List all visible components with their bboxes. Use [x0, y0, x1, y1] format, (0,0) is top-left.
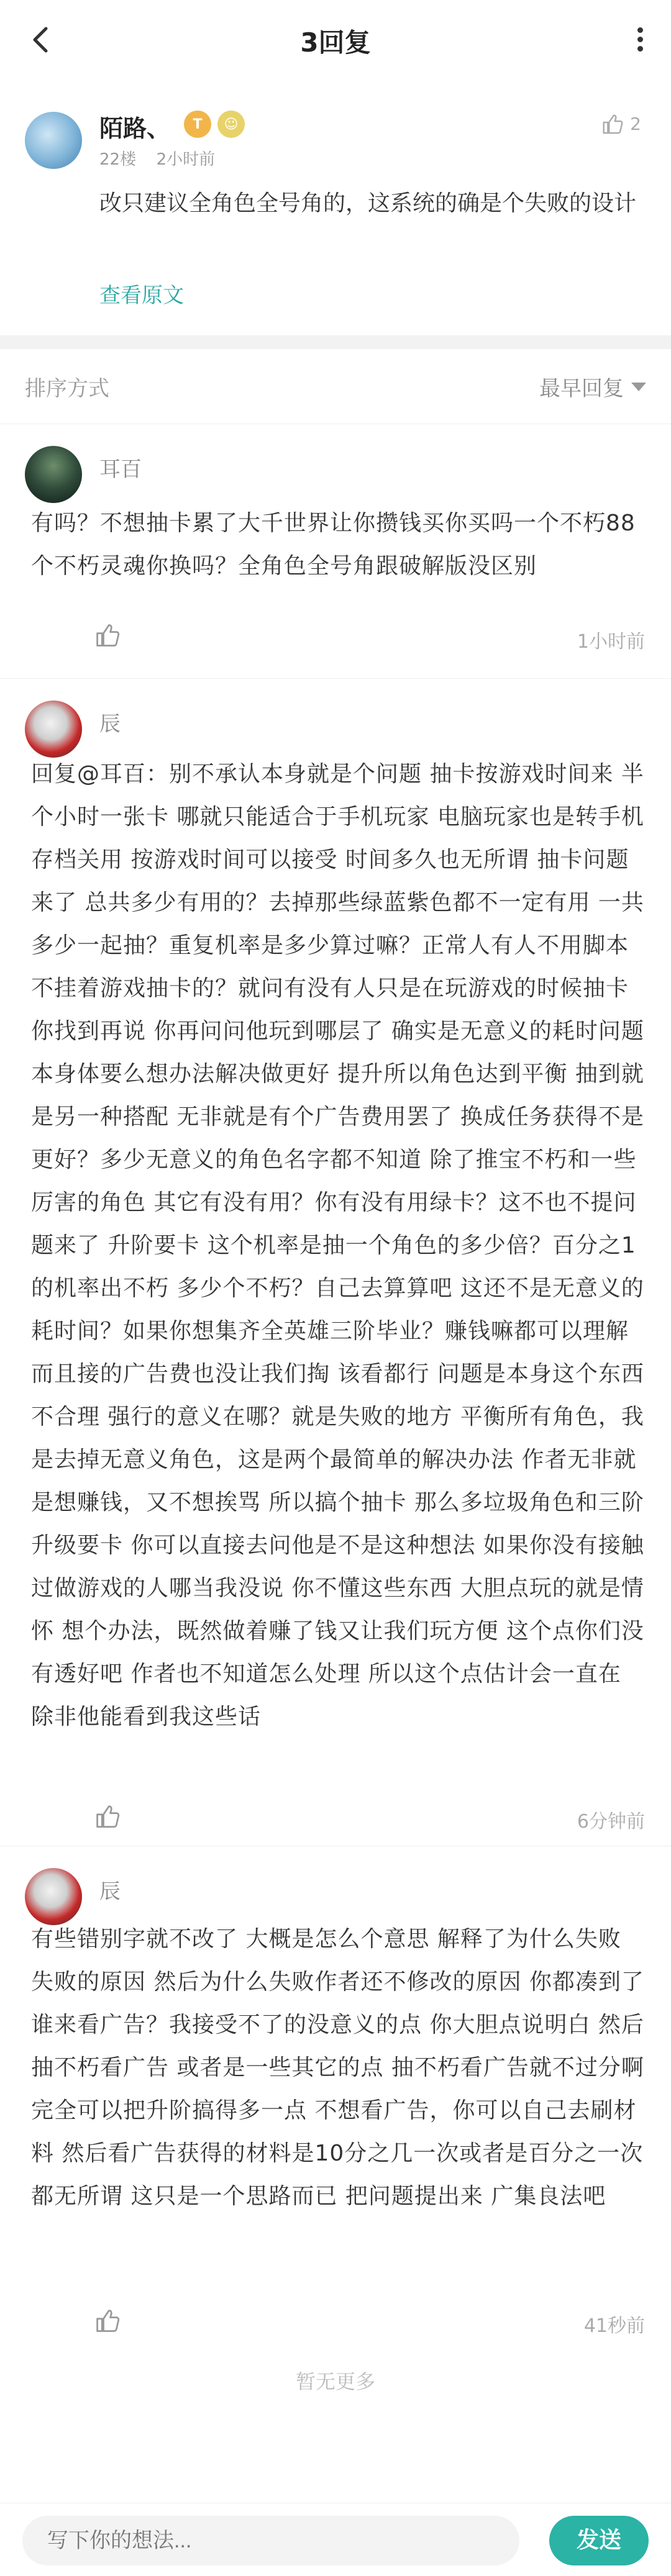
reply-username[interactable]: 耳百 [99, 457, 142, 482]
floor-number: 22楼 [99, 150, 137, 169]
thumbs-up-icon[interactable] [93, 1802, 121, 1830]
reply-item [0, 424, 671, 679]
reply-time: 1小时前 [577, 631, 645, 653]
reply-item [0, 678, 671, 1846]
page-title: 3回复 [300, 27, 371, 58]
no-more-label: 暂无更多 [295, 2370, 375, 2393]
reply-text: 有些错别字就不改了 大概是怎么个意思 解释了为什么失败 失败的原因 然后为什么失败作者还不修改的原因 你都凑到了谁来看广告？我接受不了的没意义的点 你大胆点说明白 然后抽不朽看广告 或者是一些其它的点 抽不朽看广告就不过分啊 完全可以把升阶搞得多一点 不想看广告，你可以自己去刷材料 然后看广告获得的材料是10分之几一次或者是百分之一次 都无所谓 这只是一个思路而已 把问题提出来 广集良法吧 [31, 1926, 652, 2209]
user-badges [184, 111, 245, 138]
send-button[interactable]: 发送 [549, 2516, 649, 2565]
thumbs-up-icon [600, 112, 624, 135]
thumbs-up-icon[interactable] [93, 2306, 121, 2334]
more-vertical-icon[interactable] [634, 25, 646, 55]
reply-time: 6分钟前 [577, 1811, 645, 1833]
sort-label: 排序方式 [25, 376, 109, 401]
sort-bar [0, 349, 671, 424]
thumbs-up-icon[interactable] [93, 621, 121, 648]
reply-username[interactable]: 辰 [99, 1879, 121, 1904]
level-badge-icon: T [184, 111, 211, 138]
avatar[interactable] [25, 701, 82, 758]
reply-text: 回复@耳百：别不承认本身就是个问题 抽卡按游戏时间来 半个小时一张卡 哪就只能适合于手机玩家 电脑玩家也是转手机存档关用 按游戏时间可以接受 时间多久也无所谓 抽卡问题来了 总共多少有用的？去掉那些绿蓝紫色都不一定有用 一共多少一起抽？重复机率是多少算过嘛？正常人有人不用脚本不挂着游戏抽卡的？就问有没有人只是在玩游戏的时候抽卡 你找到再说 你再问问他玩到哪层了 确实是无意义的耗时问题 本身体要么想办法解决做更好 提升所以角色达到平衡 抽到就是另一种搭配 无非就是有个广告费用罢了 换成任务获得不是更好？多少无意义的角色名字都不知道 除了推宝不朽和一些厉害的角色 其它有没有用？你有没有用绿卡？这不也不提问题来了 升阶要卡 这个机率是抽一个角色的多少倍？百分之1的机率出不朽 多少个不朽？自己去算算吧 这还不是无意义的耗时间？如果你想集齐全英雄三阶毕业？赚钱嘛都可以理解 而且接的广告费也没让我们掏 该看都行 问题是本身这个东西不合理 强行的意义在哪？就是失败的地方 平衡所有角色，我是去掉无意义角色，这是两个最简单的解决办法 作者无非就是想赚钱，又不想挨骂 所以搞个抽卡 那么多垃圾角色和三阶升级要卡 你可以直接去问他是不是这种想法 如果你没有接触过做游戏的人哪当我没说 你不懂这些东西 大胆点玩的就是情怀 想个办法，既然做着赚了钱又让我们玩方便 这个点你们没有透好吧 作者也不知道怎么处理 所以这个点估计会一直在 除非他能看到我这些话 [31, 761, 652, 1730]
post-meta [99, 147, 215, 170]
comment-input-bar [0, 2503, 671, 2576]
avatar[interactable] [25, 446, 82, 503]
like-count: 2 [630, 113, 641, 134]
original-comment [0, 93, 671, 329]
sort-dropdown[interactable] [539, 371, 646, 402]
avatar[interactable] [25, 112, 82, 169]
sort-current: 最早回复 [539, 376, 624, 401]
post-time: 2小时前 [156, 150, 216, 169]
character-badge-icon: ☺ [217, 111, 245, 138]
reply-username[interactable]: 辰 [99, 712, 121, 737]
view-original-link[interactable]: 查看原文 [99, 283, 184, 308]
username[interactable]: 陌路、 [99, 115, 171, 142]
like-button[interactable] [600, 112, 641, 135]
reply-item [0, 1846, 671, 2355]
reply-text: 有吗？不想抽卡累了大千世界让你攒钱买你买吗一个不朽88个不朽灵魂你换吗？全角色全号角跟破解版没区别 [31, 510, 636, 579]
top-bar [0, 0, 671, 79]
section-divider [0, 335, 671, 349]
comment-input[interactable] [22, 2516, 519, 2565]
comment-text: 改只建议全角色全号角的，这系统的确是个失败的设计 [99, 191, 637, 216]
sort-dropdown-icon [631, 383, 646, 391]
reply-time: 41秒前 [583, 2315, 645, 2337]
avatar[interactable] [25, 1868, 82, 1925]
